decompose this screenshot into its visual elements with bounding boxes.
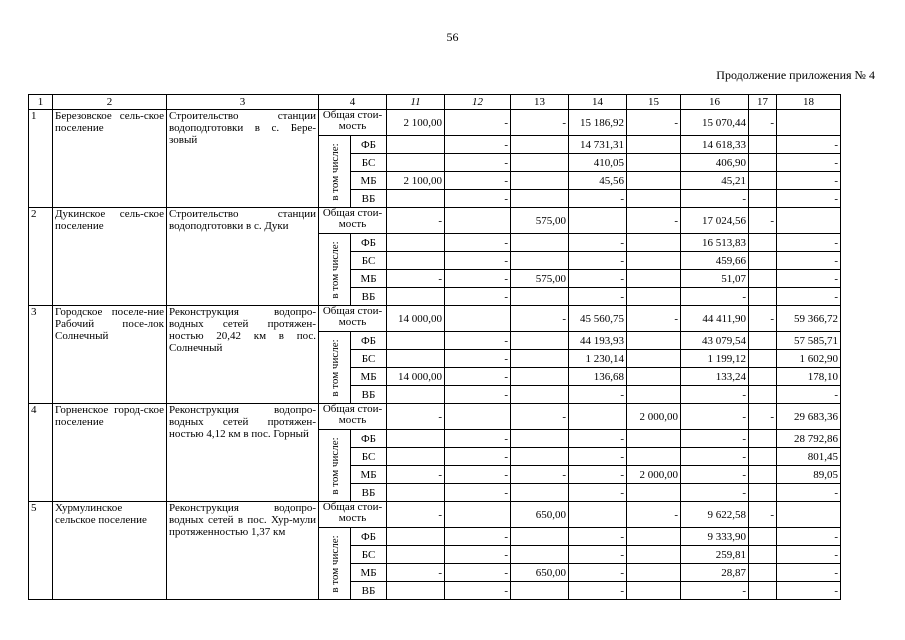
value-cell: - bbox=[777, 564, 841, 582]
value-cell: - bbox=[569, 252, 627, 270]
value-cell: - bbox=[445, 332, 511, 350]
value-cell bbox=[387, 430, 445, 448]
total-cell: - bbox=[627, 110, 681, 136]
value-cell: 459,66 bbox=[681, 252, 749, 270]
value-cell: - bbox=[777, 582, 841, 600]
value-cell bbox=[387, 252, 445, 270]
total-cost-label: Общая стои-мость bbox=[319, 110, 387, 136]
value-cell bbox=[749, 386, 777, 404]
total-cell: - bbox=[749, 208, 777, 234]
value-cell bbox=[387, 546, 445, 564]
value-cell bbox=[749, 332, 777, 350]
col-header: 4 bbox=[319, 95, 387, 110]
project-description: Строительство станции водоподготовки в с. Бере-зовый bbox=[167, 110, 319, 208]
value-cell: 28 792,86 bbox=[777, 430, 841, 448]
funding-source: БС bbox=[351, 546, 387, 564]
value-cell: - bbox=[569, 546, 627, 564]
value-cell bbox=[511, 332, 569, 350]
value-cell bbox=[511, 386, 569, 404]
value-cell bbox=[627, 582, 681, 600]
value-cell: - bbox=[569, 484, 627, 502]
value-cell: - bbox=[777, 288, 841, 306]
value-cell: - bbox=[445, 190, 511, 208]
total-cell: 575,00 bbox=[511, 208, 569, 234]
value-cell: 14 731,31 bbox=[569, 136, 627, 154]
col-header: 18 bbox=[777, 95, 841, 110]
value-cell: 45,56 bbox=[569, 172, 627, 190]
value-cell: - bbox=[445, 466, 511, 484]
value-cell bbox=[387, 136, 445, 154]
in-total-text: в том числе: bbox=[328, 534, 341, 593]
value-cell: - bbox=[777, 484, 841, 502]
continuation-caption: Продолжение приложения № 4 bbox=[716, 68, 875, 82]
value-cell bbox=[511, 172, 569, 190]
value-cell: - bbox=[445, 136, 511, 154]
table-row bbox=[29, 502, 841, 528]
value-cell: - bbox=[569, 386, 627, 404]
value-cell: - bbox=[445, 386, 511, 404]
value-cell: 14 618,33 bbox=[681, 136, 749, 154]
funding-source: МБ bbox=[351, 466, 387, 484]
value-cell: 1 199,12 bbox=[681, 350, 749, 368]
value-cell: 9 333,90 bbox=[681, 528, 749, 546]
value-cell bbox=[627, 172, 681, 190]
row-number: 2 bbox=[29, 208, 53, 306]
value-cell: - bbox=[777, 190, 841, 208]
value-cell bbox=[627, 252, 681, 270]
funding-source: ФБ bbox=[351, 528, 387, 546]
value-cell: 45,21 bbox=[681, 172, 749, 190]
value-cell bbox=[627, 234, 681, 252]
in-total-label bbox=[319, 430, 351, 502]
in-total-text: в том числе: bbox=[328, 142, 341, 201]
total-cell: 650,00 bbox=[511, 502, 569, 528]
total-cell bbox=[445, 208, 511, 234]
value-cell: - bbox=[681, 582, 749, 600]
value-cell bbox=[749, 288, 777, 306]
total-cell: 9 622,58 bbox=[681, 502, 749, 528]
value-cell bbox=[627, 546, 681, 564]
total-cell: - bbox=[387, 404, 445, 430]
value-cell bbox=[387, 528, 445, 546]
value-cell bbox=[387, 190, 445, 208]
funding-source: ВБ bbox=[351, 484, 387, 502]
appendix-table bbox=[28, 94, 841, 600]
value-cell: - bbox=[511, 466, 569, 484]
value-cell bbox=[627, 368, 681, 386]
value-cell bbox=[749, 564, 777, 582]
total-cell: - bbox=[749, 110, 777, 136]
project-description: Реконструкция водопро-водных сетей в пос. Хур-мули протяженностью 1,37 км bbox=[167, 502, 319, 600]
value-cell bbox=[511, 546, 569, 564]
value-cell bbox=[749, 546, 777, 564]
value-cell: - bbox=[387, 270, 445, 288]
value-cell bbox=[511, 234, 569, 252]
page-number: 56 bbox=[446, 30, 459, 44]
value-cell: - bbox=[569, 234, 627, 252]
col-header: 17 bbox=[749, 95, 777, 110]
total-cell bbox=[569, 208, 627, 234]
value-cell: - bbox=[777, 386, 841, 404]
value-cell: - bbox=[445, 234, 511, 252]
value-cell: - bbox=[777, 252, 841, 270]
total-cell: 2 100,00 bbox=[387, 110, 445, 136]
value-cell: 16 513,83 bbox=[681, 234, 749, 252]
value-cell: 43 079,54 bbox=[681, 332, 749, 350]
project-description: Строительство станции водоподготовки в с. Дуки bbox=[167, 208, 319, 306]
value-cell: 28,87 bbox=[681, 564, 749, 582]
settlement-name: Хурмулинское сельское поселение bbox=[53, 502, 167, 600]
total-cell: - bbox=[445, 110, 511, 136]
value-cell bbox=[627, 528, 681, 546]
value-cell bbox=[749, 190, 777, 208]
value-cell bbox=[387, 234, 445, 252]
table-body bbox=[29, 110, 841, 600]
row-number: 1 bbox=[29, 110, 53, 208]
value-cell bbox=[511, 528, 569, 546]
value-cell: - bbox=[777, 172, 841, 190]
total-cell: - bbox=[749, 404, 777, 430]
col-header: 13 bbox=[511, 95, 569, 110]
total-cell bbox=[569, 404, 627, 430]
value-cell bbox=[511, 252, 569, 270]
col-header: 1 bbox=[29, 95, 53, 110]
value-cell bbox=[627, 564, 681, 582]
value-cell bbox=[627, 154, 681, 172]
value-cell: 44 193,93 bbox=[569, 332, 627, 350]
value-cell bbox=[627, 136, 681, 154]
project-description: Реконструкция водопро-водных сетей протяжен-ностью 20,42 км в пос. Солнечный bbox=[167, 306, 319, 404]
value-cell: - bbox=[445, 288, 511, 306]
value-cell bbox=[511, 484, 569, 502]
value-cell bbox=[749, 252, 777, 270]
value-cell bbox=[627, 190, 681, 208]
funding-source: ФБ bbox=[351, 332, 387, 350]
row-number: 3 bbox=[29, 306, 53, 404]
value-cell bbox=[511, 368, 569, 386]
value-cell: 2 100,00 bbox=[387, 172, 445, 190]
col-header: 12 bbox=[445, 95, 511, 110]
value-cell bbox=[627, 448, 681, 466]
value-cell: 178,10 bbox=[777, 368, 841, 386]
value-cell bbox=[511, 288, 569, 306]
total-cell bbox=[445, 306, 511, 332]
value-cell: - bbox=[569, 582, 627, 600]
funding-source: БС bbox=[351, 448, 387, 466]
value-cell bbox=[387, 386, 445, 404]
value-cell: - bbox=[445, 368, 511, 386]
value-cell: - bbox=[445, 582, 511, 600]
value-cell bbox=[511, 350, 569, 368]
total-cost-label: Общая стои-мость bbox=[319, 208, 387, 234]
row-number: 5 bbox=[29, 502, 53, 600]
value-cell bbox=[511, 430, 569, 448]
value-cell: 1 230,14 bbox=[569, 350, 627, 368]
funding-source: МБ bbox=[351, 368, 387, 386]
value-cell: - bbox=[569, 564, 627, 582]
value-cell: 2 000,00 bbox=[627, 466, 681, 484]
value-cell bbox=[749, 270, 777, 288]
value-cell: - bbox=[569, 270, 627, 288]
value-cell bbox=[749, 430, 777, 448]
total-cell: - bbox=[511, 110, 569, 136]
value-cell: 410,05 bbox=[569, 154, 627, 172]
funding-source: ВБ bbox=[351, 386, 387, 404]
value-cell bbox=[511, 582, 569, 600]
value-cell: - bbox=[777, 528, 841, 546]
value-cell: 801,45 bbox=[777, 448, 841, 466]
value-cell bbox=[387, 448, 445, 466]
value-cell: - bbox=[569, 288, 627, 306]
value-cell: - bbox=[569, 466, 627, 484]
header-row bbox=[29, 95, 841, 110]
value-cell bbox=[627, 332, 681, 350]
value-cell: 136,68 bbox=[569, 368, 627, 386]
value-cell bbox=[749, 154, 777, 172]
total-cell: 45 560,75 bbox=[569, 306, 627, 332]
total-cell: 59 366,72 bbox=[777, 306, 841, 332]
project-description: Реконструкция водопро-водных сетей протяжен-ностью 4,12 км в пос. Горный bbox=[167, 404, 319, 502]
value-cell: - bbox=[445, 448, 511, 466]
funding-source: ФБ bbox=[351, 234, 387, 252]
total-cell: - bbox=[511, 404, 569, 430]
total-cost-label: Общая стои-мость bbox=[319, 502, 387, 528]
value-cell bbox=[511, 190, 569, 208]
total-cell: - bbox=[627, 502, 681, 528]
funding-source: БС bbox=[351, 154, 387, 172]
col-header: 16 bbox=[681, 95, 749, 110]
funding-source: МБ bbox=[351, 270, 387, 288]
funding-source: ВБ bbox=[351, 190, 387, 208]
in-total-text: в том числе: bbox=[328, 240, 341, 299]
value-cell: - bbox=[777, 270, 841, 288]
value-cell: 1 602,90 bbox=[777, 350, 841, 368]
value-cell bbox=[511, 448, 569, 466]
col-header: 11 bbox=[387, 95, 445, 110]
value-cell: - bbox=[681, 430, 749, 448]
funding-source: БС bbox=[351, 350, 387, 368]
value-cell bbox=[387, 332, 445, 350]
value-cell: - bbox=[445, 546, 511, 564]
in-total-label bbox=[319, 332, 351, 404]
total-cell bbox=[777, 110, 841, 136]
value-cell: 575,00 bbox=[511, 270, 569, 288]
value-cell: 650,00 bbox=[511, 564, 569, 582]
value-cell: - bbox=[445, 564, 511, 582]
value-cell bbox=[749, 234, 777, 252]
value-cell bbox=[749, 172, 777, 190]
funding-source: МБ bbox=[351, 172, 387, 190]
value-cell: - bbox=[569, 430, 627, 448]
total-cell: 15 070,44 bbox=[681, 110, 749, 136]
value-cell bbox=[627, 430, 681, 448]
total-cell: 17 024,56 bbox=[681, 208, 749, 234]
value-cell: - bbox=[387, 564, 445, 582]
in-total-label bbox=[319, 234, 351, 306]
total-cell: 15 186,92 bbox=[569, 110, 627, 136]
total-cell: - bbox=[749, 502, 777, 528]
table-row bbox=[29, 110, 841, 136]
total-cell: 2 000,00 bbox=[627, 404, 681, 430]
value-cell bbox=[749, 582, 777, 600]
funding-source: ФБ bbox=[351, 136, 387, 154]
value-cell: 89,05 bbox=[777, 466, 841, 484]
in-total-text: в том числе: bbox=[328, 338, 341, 397]
total-cell: - bbox=[627, 306, 681, 332]
value-cell: - bbox=[445, 270, 511, 288]
value-cell: - bbox=[445, 172, 511, 190]
row-number: 4 bbox=[29, 404, 53, 502]
value-cell bbox=[627, 484, 681, 502]
value-cell: 57 585,71 bbox=[777, 332, 841, 350]
value-cell: - bbox=[445, 484, 511, 502]
funding-source: ФБ bbox=[351, 430, 387, 448]
col-header: 15 bbox=[627, 95, 681, 110]
total-cell: - bbox=[749, 306, 777, 332]
value-cell bbox=[749, 528, 777, 546]
total-cell: - bbox=[681, 404, 749, 430]
value-cell: - bbox=[445, 350, 511, 368]
value-cell bbox=[627, 350, 681, 368]
value-cell bbox=[749, 466, 777, 484]
value-cell: 14 000,00 bbox=[387, 368, 445, 386]
value-cell bbox=[387, 350, 445, 368]
value-cell: - bbox=[569, 190, 627, 208]
settlement-name: Городское поселе-ние Рабочий посе-лок Солнечный bbox=[53, 306, 167, 404]
value-cell bbox=[749, 368, 777, 386]
total-cost-label: Общая стои-мость bbox=[319, 404, 387, 430]
total-cell bbox=[445, 404, 511, 430]
settlement-name: Дукинское сель-ское поселение bbox=[53, 208, 167, 306]
value-cell: - bbox=[681, 190, 749, 208]
value-cell: - bbox=[445, 528, 511, 546]
value-cell bbox=[749, 350, 777, 368]
col-header: 2 bbox=[53, 95, 167, 110]
funding-source: ВБ bbox=[351, 288, 387, 306]
value-cell: 51,07 bbox=[681, 270, 749, 288]
total-cell: - bbox=[511, 306, 569, 332]
value-cell: - bbox=[777, 546, 841, 564]
value-cell: - bbox=[387, 466, 445, 484]
value-cell bbox=[627, 386, 681, 404]
funding-source: МБ bbox=[351, 564, 387, 582]
value-cell: - bbox=[681, 386, 749, 404]
value-cell: 406,90 bbox=[681, 154, 749, 172]
total-cell bbox=[569, 502, 627, 528]
value-cell bbox=[627, 270, 681, 288]
value-cell bbox=[387, 582, 445, 600]
total-cell bbox=[445, 502, 511, 528]
value-cell bbox=[749, 448, 777, 466]
total-cell bbox=[777, 208, 841, 234]
total-cell: 29 683,36 bbox=[777, 404, 841, 430]
value-cell: - bbox=[681, 448, 749, 466]
total-cell bbox=[777, 502, 841, 528]
value-cell: - bbox=[445, 154, 511, 172]
total-cost-label: Общая стои-мость bbox=[319, 306, 387, 332]
in-total-label bbox=[319, 528, 351, 600]
in-total-label bbox=[319, 136, 351, 208]
total-cell: - bbox=[387, 208, 445, 234]
total-cell: - bbox=[387, 502, 445, 528]
value-cell: - bbox=[569, 448, 627, 466]
value-cell: - bbox=[777, 234, 841, 252]
funding-source: ВБ bbox=[351, 582, 387, 600]
value-cell bbox=[749, 484, 777, 502]
col-header: 14 bbox=[569, 95, 627, 110]
value-cell bbox=[511, 136, 569, 154]
settlement-name: Горненское город-ское поселение bbox=[53, 404, 167, 502]
table-row bbox=[29, 404, 841, 430]
value-cell: - bbox=[681, 288, 749, 306]
value-cell: - bbox=[777, 154, 841, 172]
value-cell: - bbox=[681, 466, 749, 484]
value-cell bbox=[387, 288, 445, 306]
value-cell bbox=[387, 484, 445, 502]
total-cell: - bbox=[627, 208, 681, 234]
value-cell: - bbox=[569, 528, 627, 546]
value-cell bbox=[387, 154, 445, 172]
value-cell bbox=[627, 288, 681, 306]
value-cell: 259,81 bbox=[681, 546, 749, 564]
value-cell: 133,24 bbox=[681, 368, 749, 386]
total-cell: 44 411,90 bbox=[681, 306, 749, 332]
total-cell: 14 000,00 bbox=[387, 306, 445, 332]
value-cell: - bbox=[681, 484, 749, 502]
funding-source: БС bbox=[351, 252, 387, 270]
value-cell: - bbox=[445, 252, 511, 270]
in-total-text: в том числе: bbox=[328, 436, 341, 495]
col-header: 3 bbox=[167, 95, 319, 110]
value-cell: - bbox=[445, 430, 511, 448]
value-cell: - bbox=[777, 136, 841, 154]
value-cell bbox=[749, 136, 777, 154]
table-row bbox=[29, 208, 841, 234]
settlement-name: Березовское сель-ское поселение bbox=[53, 110, 167, 208]
value-cell bbox=[511, 154, 569, 172]
table-row bbox=[29, 306, 841, 332]
